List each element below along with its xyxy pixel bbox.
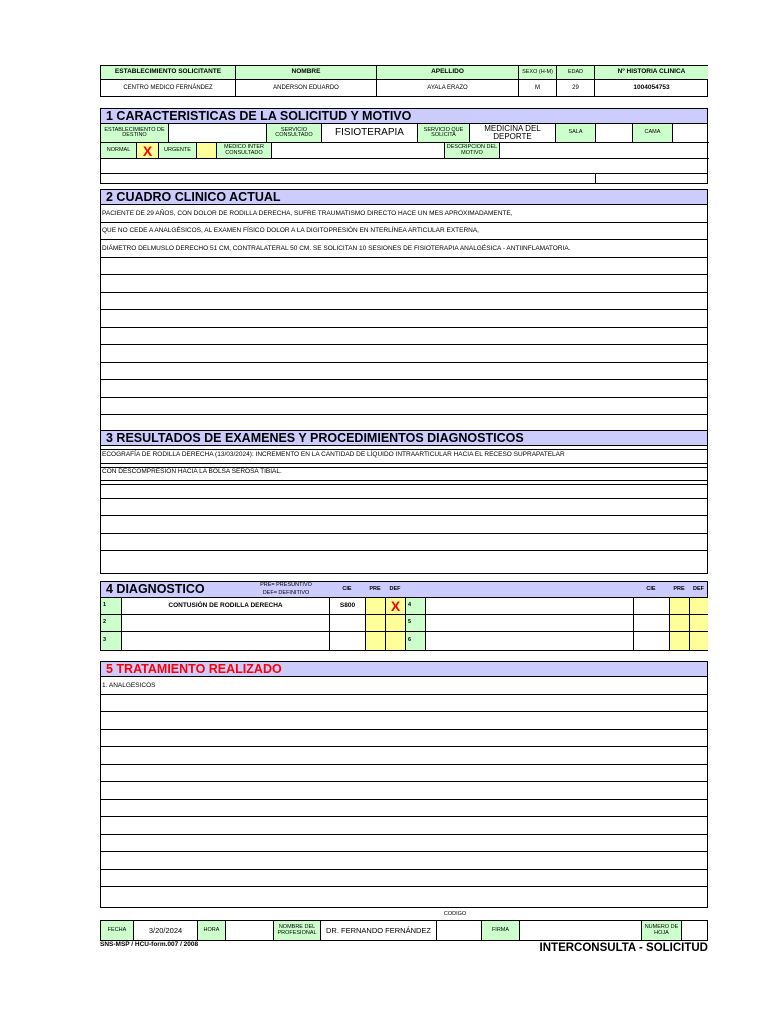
diag-text[interactable] bbox=[425, 598, 633, 615]
cuadro-line[interactable] bbox=[101, 398, 707, 416]
diag-pre[interactable] bbox=[365, 598, 385, 615]
nombre-value[interactable]: ANDERSON EDUARDO bbox=[235, 80, 376, 96]
def-header-right: DEF bbox=[693, 586, 704, 593]
diag-def[interactable] bbox=[385, 615, 405, 632]
descripcion-label: DESCRIPCION DEL MOTIVO bbox=[444, 143, 499, 159]
cuadro-line[interactable] bbox=[101, 293, 707, 311]
tratamiento-line[interactable] bbox=[101, 852, 707, 870]
urgente-label: URGENTE bbox=[158, 143, 196, 159]
fecha-value[interactable]: 3/20/2024 bbox=[133, 921, 197, 940]
numero-hoja-field[interactable] bbox=[681, 921, 707, 940]
resultados-line[interactable] bbox=[101, 551, 707, 569]
section2-title: 2 CUADRO CLINICO ACTUAL bbox=[101, 190, 707, 205]
resultados-line[interactable] bbox=[101, 516, 707, 534]
diag-pre[interactable] bbox=[669, 598, 689, 615]
tratamiento-line[interactable] bbox=[101, 730, 707, 748]
edad-value[interactable]: 29 bbox=[556, 80, 594, 96]
normal-label: NORMAL bbox=[101, 143, 136, 159]
legend-def: DEF= DEFINITIVO bbox=[262, 590, 310, 597]
urgente-checkbox[interactable] bbox=[196, 143, 216, 159]
diag-num: 3 bbox=[101, 632, 121, 650]
diag-cie[interactable] bbox=[633, 632, 669, 650]
descripcion-field[interactable] bbox=[499, 143, 709, 159]
diag-num: 5 bbox=[405, 615, 425, 632]
cuadro-line[interactable]: QUE NO CEDE A ANALGÉSICOS, AL EXAMEN FÍSICO DOLOR A LA DIGITOPRESIÓN EN NTERLÍNEA ARTICULAR EXTERNA, bbox=[101, 223, 707, 241]
resultados-line[interactable]: ECOGRAFÍA DE RODILLA DERECHA (13/03/2024): INCREMENTO EN LA CANTIDAD DE LÍQUIDO INTRAARTICULAR HACIA EL RECESO SUPRAPATELAR bbox=[101, 446, 707, 464]
diag-num: 6 bbox=[405, 632, 425, 650]
cama-field[interactable] bbox=[672, 124, 709, 143]
diag-def[interactable] bbox=[689, 615, 708, 632]
tratamiento-line[interactable] bbox=[101, 835, 707, 853]
tratamiento-line[interactable] bbox=[101, 747, 707, 765]
form-title: INTERCONSULTA - SOLICITUD bbox=[539, 942, 708, 955]
section-solicitud bbox=[100, 108, 708, 184]
pre-header-left: PRE bbox=[369, 586, 381, 593]
normal-checkbox[interactable]: X bbox=[136, 143, 158, 159]
motivo-divider bbox=[595, 174, 596, 184]
codigo-field[interactable] bbox=[436, 921, 481, 940]
servicio-solicita-label: SERVICIO QUE SOLICITA bbox=[417, 124, 469, 143]
resultados-line[interactable] bbox=[101, 481, 707, 499]
form-code: SNS-MSP / HCU-form.007 / 2008 bbox=[100, 941, 199, 949]
cuadro-line[interactable] bbox=[101, 363, 707, 381]
cuadro-line[interactable] bbox=[101, 258, 707, 276]
hora-field[interactable] bbox=[225, 921, 273, 940]
sexo-value[interactable]: M bbox=[518, 80, 556, 96]
historia-label: Nº HISTORIA CLINICA bbox=[594, 66, 708, 80]
footer-signature-row bbox=[100, 920, 708, 941]
servicio-consultado-label: SERVICIO CONSULTADO bbox=[266, 124, 321, 143]
apellido-label: APELLIDO bbox=[376, 66, 518, 80]
diag-cie[interactable] bbox=[329, 615, 365, 632]
establecimiento-destino-label: ESTABLECIMIENTO DE DESTINO bbox=[101, 124, 168, 143]
nombre-label: NOMBRE bbox=[235, 66, 376, 80]
section3-title: 3 RESULTADOS DE EXAMENES Y PROCEDIMIENTOS DIAGNOSTICOS bbox=[101, 431, 707, 446]
sala-field[interactable] bbox=[595, 124, 632, 143]
medico-field[interactable] bbox=[271, 143, 444, 159]
diag-pre[interactable] bbox=[669, 615, 689, 632]
tratamiento-line[interactable] bbox=[101, 712, 707, 730]
section-tratamiento bbox=[100, 661, 708, 908]
nombre-prof-value[interactable]: DR. FERNANDO FERNÁNDEZ bbox=[320, 921, 436, 940]
tratamiento-line[interactable] bbox=[101, 870, 707, 888]
patient-header bbox=[100, 65, 708, 97]
def-header-left: DEF bbox=[389, 586, 401, 593]
diag-num: 2 bbox=[101, 615, 121, 632]
diag-text[interactable] bbox=[121, 632, 329, 650]
fecha-label: FECHA bbox=[101, 921, 133, 940]
diag-pre[interactable] bbox=[669, 632, 689, 650]
diag-pre[interactable] bbox=[365, 632, 385, 650]
diag-text[interactable] bbox=[121, 615, 329, 632]
cama-label: CAMA bbox=[632, 124, 672, 143]
apellido-value[interactable]: AYALA ERAZO bbox=[376, 80, 518, 96]
tratamiento-line[interactable] bbox=[101, 817, 707, 835]
diag-cie[interactable] bbox=[633, 615, 669, 632]
diag-cie[interactable]: S800 bbox=[329, 598, 365, 615]
firma-field[interactable] bbox=[519, 921, 641, 940]
tratamiento-line[interactable]: 1. ANALGESICOS bbox=[101, 677, 707, 695]
diag-num: 1 bbox=[101, 598, 121, 615]
motivo-line[interactable] bbox=[101, 159, 707, 174]
section5-title: 5 TRATAMIENTO REALIZADO bbox=[101, 662, 707, 677]
section1-title: 1 CARACTERISTICAS DE LA SOLICITUD Y MOTIVO bbox=[101, 109, 707, 124]
diag-cie[interactable] bbox=[633, 598, 669, 615]
diag-pre[interactable] bbox=[365, 615, 385, 632]
pre-header-right: PRE bbox=[673, 586, 685, 593]
section4-title: 4 DIAGNOSTICO bbox=[101, 582, 707, 598]
legend-pre: PRE= PRESUNTIVO bbox=[260, 582, 312, 589]
section-diagnostico bbox=[100, 581, 708, 651]
servicio-consultado-value[interactable]: FISIOTERAPIA bbox=[321, 124, 417, 143]
historia-value[interactable]: 1004054753 bbox=[594, 80, 708, 96]
medico-label: MEDICO INTER CONSULTADO bbox=[216, 143, 271, 159]
cuadro-line[interactable]: DIÁMETRO DELMUSLO DERECHO 51 CM, CONTRALATERAL 50 CM. SE SOLICITAN 10 SESIONES DE FISIOTERAPIA ANALGÉSICA - ANTIINFLAMATORIA. bbox=[101, 240, 707, 258]
tratamiento-line[interactable] bbox=[101, 695, 707, 713]
tratamiento-line[interactable] bbox=[101, 887, 707, 905]
establecimiento-destino-field[interactable] bbox=[168, 124, 266, 143]
diag-text[interactable] bbox=[425, 615, 633, 632]
diag-text[interactable]: CONTUSIÓN DE RODILLA DERECHA bbox=[121, 598, 329, 615]
diag-def[interactable]: X bbox=[385, 598, 405, 615]
cuadro-line[interactable] bbox=[101, 345, 707, 363]
diag-text[interactable] bbox=[425, 632, 633, 650]
tratamiento-line[interactable] bbox=[101, 782, 707, 800]
resultados-line[interactable] bbox=[101, 499, 707, 517]
cuadro-line[interactable] bbox=[101, 380, 707, 398]
diag-def[interactable] bbox=[385, 632, 405, 650]
diag-def[interactable] bbox=[689, 598, 708, 615]
edad-label: EDAD bbox=[556, 66, 594, 80]
resultados-line[interactable]: CON DESCOMPRESIÓN HACIA LA BOLSA SEROSA TIBIAL. bbox=[101, 464, 707, 482]
section-resultados bbox=[100, 430, 708, 574]
numero-hoja-label: NUMERO DE HOJA bbox=[641, 921, 681, 940]
resultados-line[interactable] bbox=[101, 534, 707, 552]
establecimiento-label: ESTABLECIMIENTO SOLICITANTE bbox=[101, 66, 235, 80]
sala-label: SALA bbox=[555, 124, 595, 143]
diag-cie[interactable] bbox=[329, 632, 365, 650]
servicio-solicita-value[interactable]: MEDICINA DEL DEPORTE bbox=[469, 124, 555, 143]
cuadro-line[interactable] bbox=[101, 275, 707, 293]
firma-label: FIRMA bbox=[481, 921, 519, 940]
cie-header-left: CIE bbox=[342, 586, 352, 593]
codigo-label: CODIGO bbox=[443, 910, 467, 917]
cie-header-right: CIE bbox=[646, 586, 656, 593]
diag-num: 4 bbox=[405, 598, 425, 615]
establecimiento-value[interactable]: CENTRO MEDICO FERNÁNDEZ bbox=[123, 85, 213, 91]
cuadro-line[interactable] bbox=[101, 328, 707, 346]
cuadro-line[interactable] bbox=[101, 310, 707, 328]
diag-def[interactable] bbox=[689, 632, 708, 650]
cuadro-line[interactable]: PACIENTE DE 29 AÑOS, CON DOLOR DE RODILLA DERECHA, SUFRE TRAUMATISMO DIRECTO HACE UN MES APROXIMADAMENTE, bbox=[101, 205, 707, 223]
hora-label: HORA bbox=[197, 921, 225, 940]
tratamiento-line[interactable] bbox=[101, 800, 707, 818]
tratamiento-line[interactable] bbox=[101, 765, 707, 783]
sexo-label: SEXO (H-M) bbox=[518, 66, 556, 80]
nombre-prof-label: NOMBRE DEL PROFESIONAL bbox=[273, 921, 320, 940]
